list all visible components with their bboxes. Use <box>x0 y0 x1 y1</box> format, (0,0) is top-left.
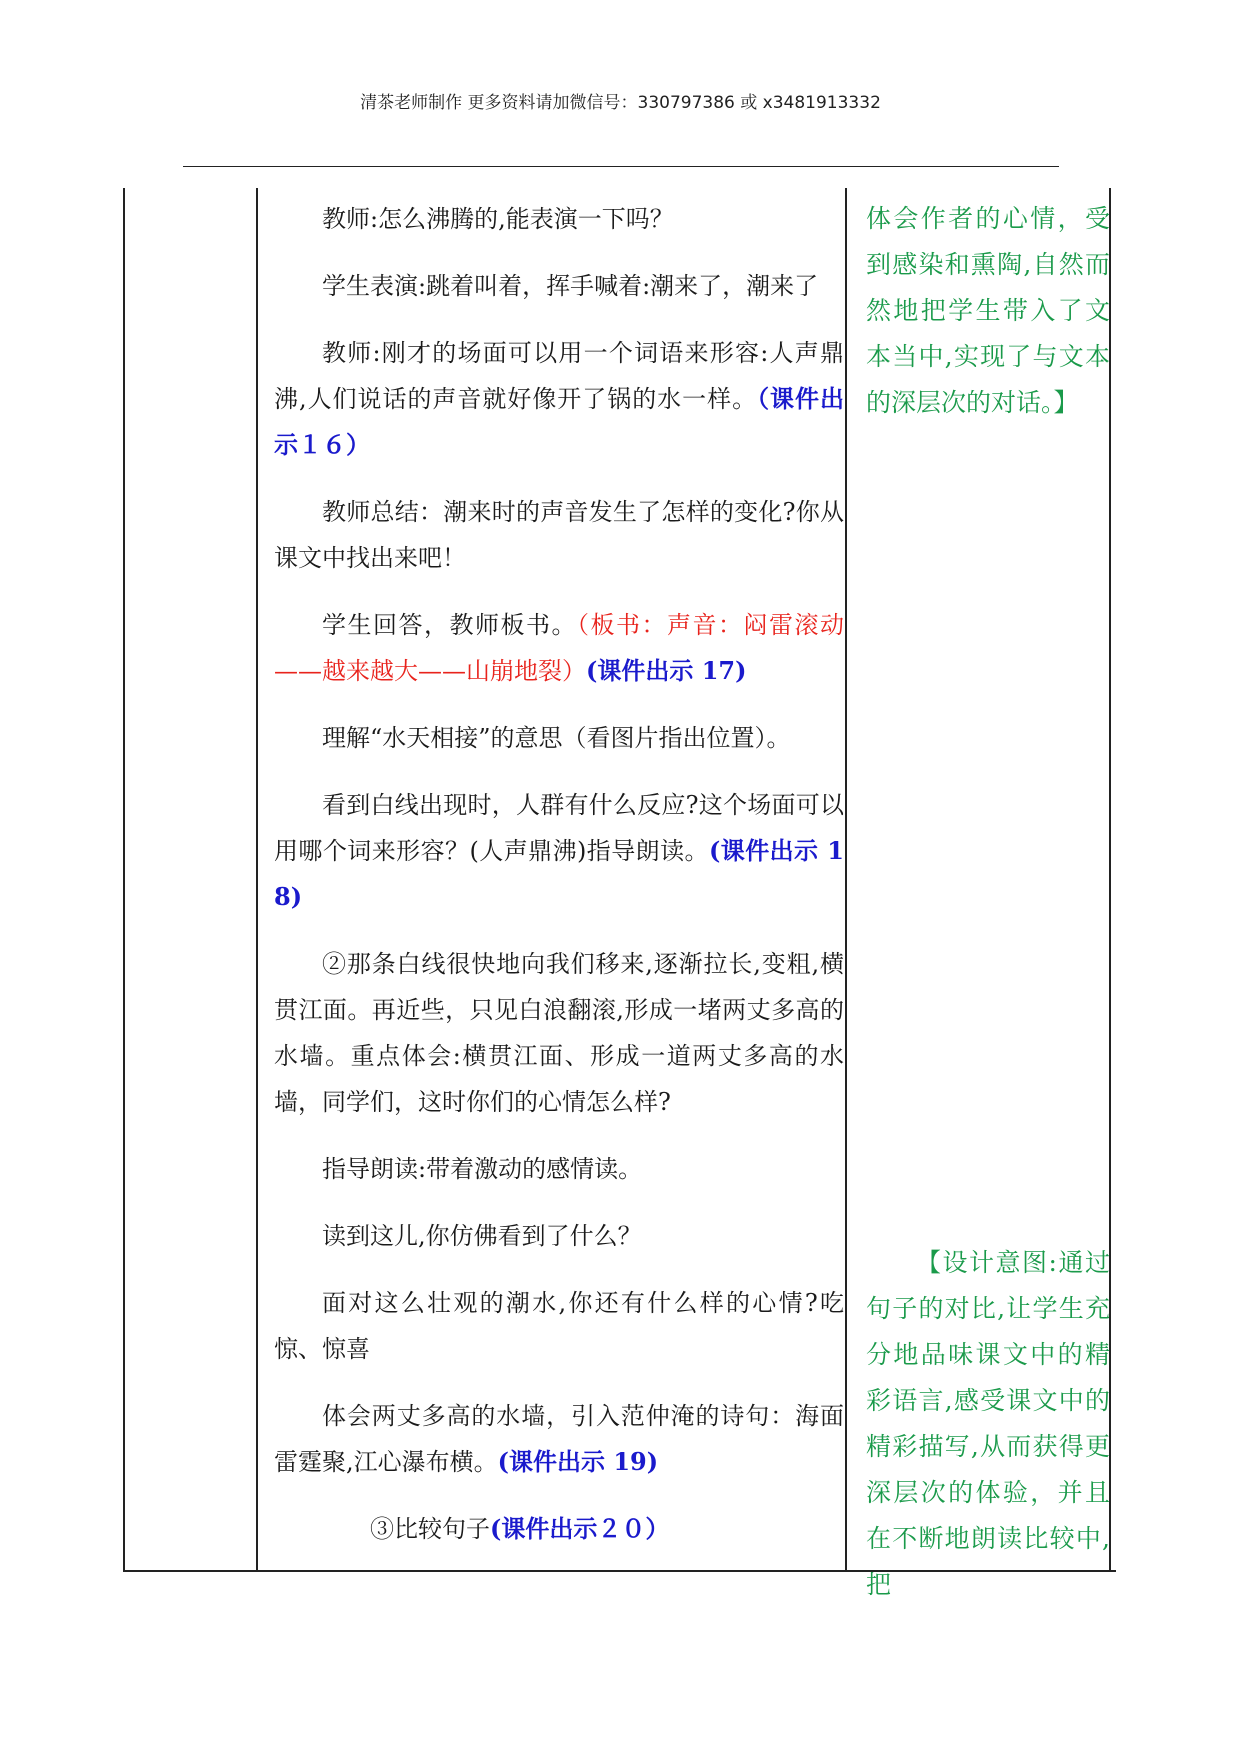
lesson-paragraph <box>274 330 844 468</box>
teaching-process-column <box>274 196 844 1573</box>
lesson-paragraph <box>274 1213 844 1259</box>
design-note-1: 体会作者的心情，受到感染和熏陶,自然而然地把学生带入了文本当中,实现了与文本的深层次的对话。】 <box>866 204 1110 417</box>
paragraph-text: 看到白线出现时，人群有什么反应?这个场面可以用哪个词来形容？(人声鼎沸)指导朗读。 <box>274 791 844 865</box>
lesson-paragraph <box>274 1393 844 1485</box>
table-divider-2 <box>845 188 847 1572</box>
lesson-paragraph <box>274 1146 844 1192</box>
lesson-paragraph <box>274 196 844 242</box>
page-header: 清茶老师制作 更多资料请加微信号：330797386 或 x3481913332 <box>360 93 881 113</box>
paragraph-text: 教师总结：潮来时的声音发生了怎样的变化?你从课文中找出来吧！ <box>274 498 844 572</box>
paragraph-text: 面对这么壮观的潮水,你还有什么样的心情?吃惊、惊喜 <box>274 1289 844 1363</box>
header-divider <box>183 166 1059 167</box>
table-divider-1 <box>256 188 258 1572</box>
paragraph-text: 教师:怎么沸腾的,能表演一下吗？ <box>322 205 674 233</box>
board-note: （板书：声音：闷雷滚动——越来越大——山崩地裂） <box>274 611 844 685</box>
paragraph-text: ③比较句子 <box>370 1515 490 1543</box>
paragraph-text: 学生回答，教师板书。 <box>322 611 577 639</box>
paragraph-text: ②那条白线很快地向我们移来,逐渐拉长,变粗,横贯江面。再近些，只见白浪翻滚,形成一堵两丈多高的水墙。重点体会:横贯江面、形成一道两丈多高的水墙，同学们，这时你们的心情怎么样? <box>274 950 844 1116</box>
lesson-paragraph <box>274 263 844 309</box>
courseware-reference: (课件出示 19) <box>497 1447 659 1476</box>
paragraph-text: 读到这儿,你仿佛看到了什么？ <box>322 1222 642 1250</box>
lesson-paragraph <box>274 782 844 920</box>
courseware-reference: (课件出示２０） <box>490 1514 670 1543</box>
paragraph-text: 理解“水天相接”的意思（看图片指出位置）。 <box>322 724 791 752</box>
courseware-reference: (课件出示 17) <box>586 656 747 685</box>
lesson-paragraph <box>274 941 844 1125</box>
lesson-paragraph <box>274 1506 844 1552</box>
table-border-left <box>123 188 125 1572</box>
design-note-2: 【设计意图:通过句子的对比,让学生充分地品味课文中的精彩语言,感受课文中的精彩描写,从而获得更深层次的体验，并且在不断地朗读比较中,把 <box>866 1248 1110 1599</box>
paragraph-text: 体会两丈多高的水墙，引入范仲淹的诗句：海面雷霆聚,江心瀑布横。 <box>274 1402 844 1476</box>
paragraph-text: 指导朗读:带着激动的感情读。 <box>322 1155 643 1183</box>
courseware-reference: (课件出示 18) <box>274 836 844 911</box>
lesson-paragraph <box>274 1280 844 1372</box>
lesson-paragraph <box>274 602 844 694</box>
lesson-paragraph <box>274 489 844 581</box>
courseware-reference: （课件出示１６） <box>274 384 844 459</box>
paragraph-text: 教师:刚才的场面可以用一个词语来形容:人声鼎沸,人们说话的声音就好像开了锅的水一样。 <box>274 339 844 413</box>
lesson-paragraph <box>274 715 844 761</box>
paragraph-text: 学生表演:跳着叫着，挥手喊着:潮来了，潮来了 <box>322 272 819 300</box>
